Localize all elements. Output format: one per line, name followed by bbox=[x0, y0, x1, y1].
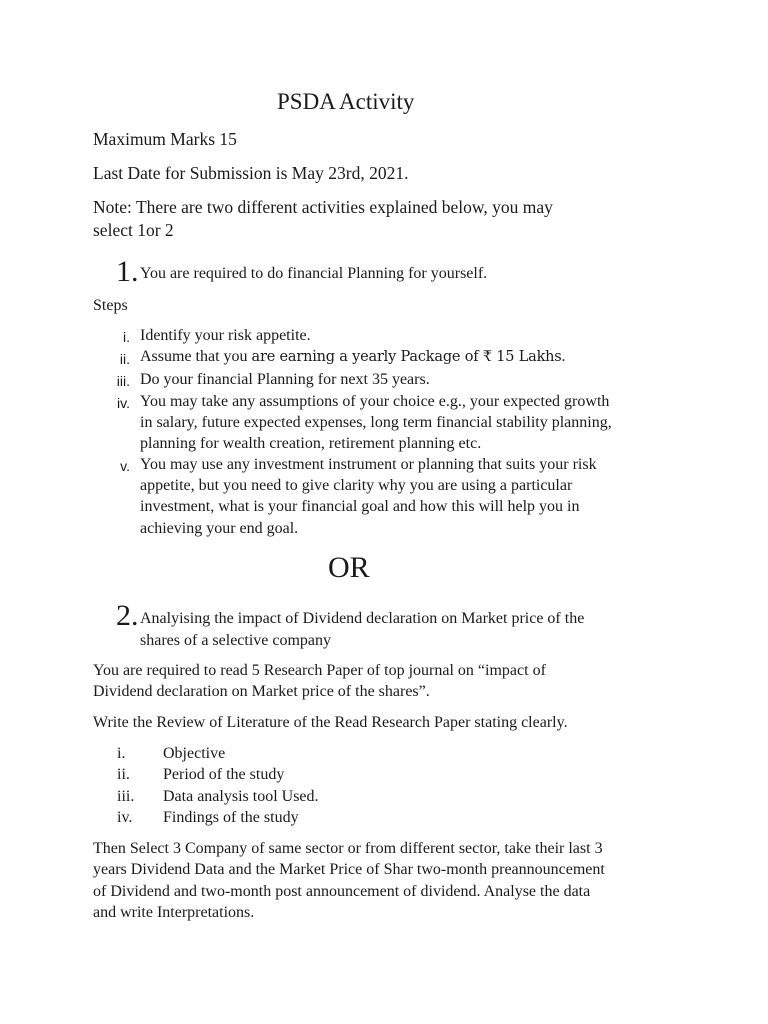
step-5-line-2: appetite, but you need to give clarity why you are using a particular bbox=[140, 477, 573, 494]
step-2-marker: ii. bbox=[119, 351, 130, 367]
review-instruction: Write the Review of Literature of the Read Research Paper stating clearly. bbox=[93, 714, 568, 731]
note-line-2: select 1or 2 bbox=[93, 220, 174, 240]
activity-1-number: 1. bbox=[116, 255, 139, 288]
step-5-marker: v. bbox=[120, 458, 130, 474]
final-instruction-line-3: of Dividend and two-month post announcement of dividend. Analyse the data bbox=[93, 883, 591, 900]
last-date: Last Date for Submission is May 23rd, 2021. bbox=[93, 163, 409, 183]
maximum-marks: Maximum Marks 15 bbox=[93, 129, 237, 149]
step-3-marker: iii. bbox=[116, 373, 130, 389]
review-item-1-marker: i. bbox=[117, 745, 126, 762]
review-item-4-marker: iv. bbox=[117, 809, 133, 826]
activity-2-heading-line-2: shares of a selective company bbox=[140, 632, 332, 649]
page-title: PSDA Activity bbox=[277, 89, 415, 114]
step-2-tail: . bbox=[561, 348, 566, 365]
step-5-line-4: achieving your end goal. bbox=[140, 520, 299, 537]
step-2-text-lead: Assume that you bbox=[140, 348, 252, 365]
final-instruction-line-2: years Dividend Data and the Market Price of Shar two-month preannouncement bbox=[93, 861, 605, 878]
review-item-3-marker: iii. bbox=[117, 788, 135, 805]
step-4-marker: iv. bbox=[117, 395, 130, 411]
final-instruction-line-4: and write Interpretations. bbox=[93, 904, 255, 921]
final-instruction-line-1: Then Select 3 Company of same sector or from different sector, take their last 3 bbox=[93, 840, 603, 857]
step-1-marker: i. bbox=[123, 329, 130, 345]
review-item-2-text: Period of the study bbox=[163, 766, 285, 783]
review-item-2-marker: ii. bbox=[117, 766, 130, 783]
read-instruction-line-1: You are required to read 5 Research Paper of top journal on “impact of bbox=[93, 662, 546, 679]
step-2-package-text: are earning a yearly Package of ₹ 15 Lakhs bbox=[251, 349, 562, 365]
step-5-line-1: You may use any investment instrument or planning that suits your risk bbox=[140, 456, 597, 473]
activity-2-heading-line-1: Analyising the impact of Dividend declaration on Market price of the bbox=[140, 610, 585, 627]
step-5-line-3: investment, what is your financial goal and how this will help you in bbox=[140, 498, 580, 515]
step-4-line-2: in salary, future expected expenses, long term financial stability planning, bbox=[140, 414, 612, 431]
step-1-text: Identify your risk appetite. bbox=[140, 327, 311, 344]
review-item-3-text: Data analysis tool Used. bbox=[163, 788, 319, 805]
or-separator: OR bbox=[328, 551, 370, 584]
review-item-4-text: Findings of the study bbox=[163, 809, 299, 826]
activity-1-heading: You are required to do financial Planning for yourself. bbox=[140, 265, 488, 282]
read-instruction-line-2: Dividend declaration on Market price of the shares”. bbox=[93, 683, 430, 700]
activity-2-number: 2. bbox=[116, 599, 139, 632]
step-4-line-1: You may take any assumptions of your choice e.g., your expected growth bbox=[140, 393, 610, 410]
review-item-1-text: Objective bbox=[163, 745, 226, 762]
note-line-1: Note: There are two different activities explained below, you may bbox=[93, 197, 553, 217]
step-4-line-3: planning for wealth creation, retirement planning etc. bbox=[140, 435, 482, 452]
steps-label: Steps bbox=[93, 297, 128, 314]
step-3-text: Do your financial Planning for next 35 years. bbox=[140, 371, 430, 388]
step-2-text bbox=[140, 349, 566, 365]
